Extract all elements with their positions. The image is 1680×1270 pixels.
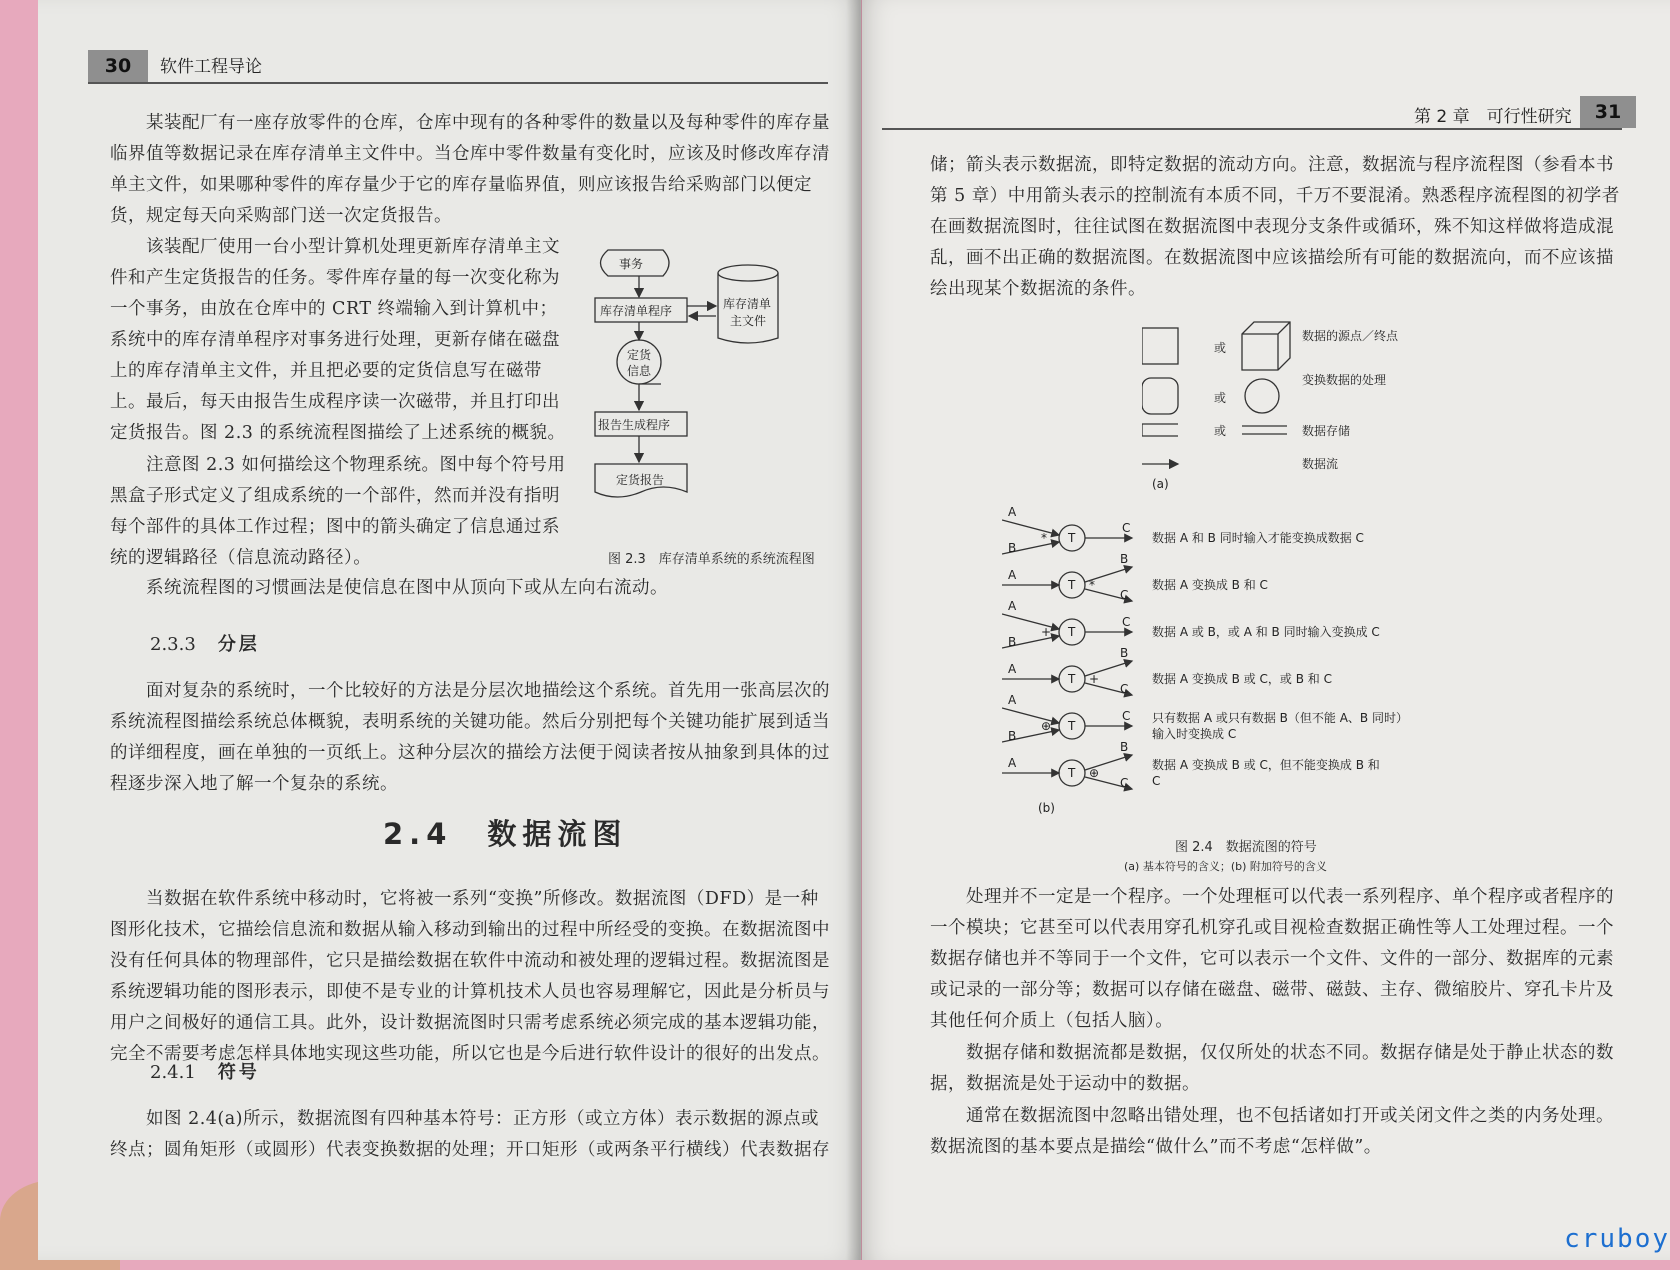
fig23-order-info-l2: 信息: [627, 364, 652, 378]
figure-2-3-flowchart: [583, 240, 843, 560]
header-rule-right: [882, 128, 1622, 130]
figure-2-4-caption: 图 2.4 数据流图的符号: [1175, 840, 1317, 855]
flow-label-b: B: [1120, 552, 1129, 566]
flow-label-c: C: [1120, 682, 1129, 696]
page-number-left: 30: [88, 50, 148, 82]
flow-label-b: B: [1008, 635, 1017, 649]
section-2-3-3-title: 分层: [217, 634, 260, 655]
split-symbol: +: [1089, 672, 1100, 686]
row-description: 数据 A 变换成 B 和 C: [1152, 578, 1268, 592]
process-node-label: T: [1068, 531, 1076, 545]
flow-label-c: C: [1122, 709, 1131, 723]
flow-label-c: C: [1122, 521, 1131, 535]
process-node-label: T: [1068, 625, 1076, 639]
section-2-4-1-title: 符号: [217, 1062, 260, 1083]
process-node-label: T: [1068, 719, 1076, 733]
section-2-4-1-number: 2.4.1: [150, 1062, 196, 1083]
fig23-order-report-label: 定货报告: [616, 473, 665, 487]
book-title: 软件工程导论: [160, 57, 262, 77]
section-2-3-3-number: 2.3.3: [150, 634, 196, 655]
paragraph-figure-note: 注意图 2.3 如何描绘这个物理系统。图中每个符号用黑盒子形式定义了组成系统的一个部件，然而并没有指明每个部件的具体工作过程；图中的箭头确定了信息通过系统的逻辑路径（信息流动路径）。: [110, 455, 566, 568]
page-number-right: 31: [1580, 96, 1636, 128]
fig24a-or-1: 或: [1214, 341, 1227, 355]
fig24a-label: (a): [1152, 477, 1169, 490]
process-node-label: T: [1068, 766, 1076, 780]
paragraph-inventory-intro: 某装配厂有一座存放零件的仓库，仓库中现有的各种零件的数量以及每种零件的库存量临界值等数据记录在库存清单主文件中。当仓库中零件数量有变化时，应该及时修改库存清单主文件，如果哪种零件的库存量少于它的库存量临界值，则应该报告给采购部门以便定货，规定每天向采购部门送一次定货报告。: [110, 113, 830, 226]
flow-label-b: B: [1120, 740, 1129, 754]
watermark-text: cruboy: [1564, 1224, 1670, 1254]
figure-2-4-subcaption: (a) 基本符号的含义；(b) 附加符号的含义: [1124, 860, 1327, 873]
flow-label-a: A: [1008, 756, 1017, 770]
fig24a-flow-label: 数据流: [1302, 457, 1339, 471]
row-description: 数据 A 变换成 B 或 C，或 B 和 C: [1152, 672, 1332, 686]
paragraph-error-handling: 通常在数据流图中忽略出错处理，也不包括诸如打开或关闭文件之类的内务处理。数据流图的基本要点是描绘“做什么”而不考虑“怎样做”。: [930, 1106, 1614, 1157]
flow-label-a: A: [1008, 568, 1017, 582]
combine-symbol: *: [1041, 531, 1047, 545]
fig23-master-file-l1: 库存清单: [723, 297, 772, 311]
process-node-label: T: [1068, 578, 1076, 592]
fig24a-process-label: 变换数据的处理: [1302, 373, 1387, 387]
fig24a-source-sink-label: 数据的源点／终点: [1302, 329, 1399, 343]
cube-symbol: [1242, 322, 1290, 370]
fig24a-store-label: 数据存储: [1302, 424, 1351, 438]
section-2-4-1-heading: [150, 1058, 260, 1084]
split-symbol: ⊕: [1089, 766, 1100, 780]
fig24a-or-2: 或: [1214, 391, 1227, 405]
rounded-rect-symbol: [1142, 378, 1178, 414]
paragraph-dfd-arrows: 储；箭头表示数据流，即特定数据的流动方向。注意，数据流与程序流程图（参看本书第 5 章）中用箭头表示的控制流有本质不同，千万不要混淆。熟悉程序流程图的初学者在画数据流图时，往往试图在数据流图中表现分支条件或循环，殊不知这样做将造成混乱，画不出正确的数据流图。在数据流图中应该描绘所有可能的数据流向，而不应该描绘出现某个数据流的条件。: [930, 155, 1620, 299]
fig23-program-label: 库存清单程序: [600, 304, 673, 318]
fig24b-label: (b): [1038, 801, 1055, 815]
paragraph-flow-direction: 系统流程图的习惯画法是使信息在图中从顶向下或从左向右流动。: [146, 578, 668, 598]
right-page: [862, 0, 1670, 1260]
paragraph-dfd-intro: 当数据在软件系统中移动时，它将被一系列“变换”所修改。数据流图（DFD）是一种图形化技术，它描绘信息流和数据从输入移动到输出的过程中所经受的变换。在数据流图中没有任何具体的物理部件，它只是描绘数据在软件中流动和被处理的逻辑过程。数据流图是系统逻辑功能的图形表示，即使不是专业的计算机技术人员也容易理解它，因此是分析员与用户之间极好的通信工具。此外，设计数据流图时只需考虑系统必须完成的基本逻辑功能，完全不需要考虑怎样具体地实现这些功能，所以它也是今后进行软件设计的很好的出发点。: [110, 889, 830, 1064]
open-rect-symbol: [1142, 424, 1178, 436]
flow-label-a: A: [1008, 599, 1017, 613]
flow-label-c: C: [1120, 776, 1129, 790]
flow-label-a: A: [1008, 662, 1017, 676]
fig23-transaction-label: 事务: [619, 257, 644, 271]
row-description: 只有数据 A 或只有数据 B（但不能 A、B 同时）: [1152, 711, 1408, 725]
paragraph-data-state: 数据存储和数据流都是数据，仅仅所处的状态不同。数据存储是处于静止状态的数据，数据流是处于运动中的数据。: [930, 1043, 1614, 1094]
header-rule-left: [88, 82, 828, 84]
split-symbol: *: [1089, 578, 1095, 592]
flow-label-a: A: [1008, 505, 1017, 519]
paragraph-symbols: 如图 2.4(a)所示，数据流图有四种基本符号：正方形（或立方体）表示数据的源点或终点；圆角矩形（或圆形）代表变换数据的处理；开口矩形（或两条平行横线）代表数据存: [110, 1109, 830, 1160]
left-page: [38, 0, 861, 1260]
flow-label-b: B: [1008, 729, 1017, 743]
combine-symbol: ⊕: [1041, 719, 1052, 733]
process-node-label: T: [1068, 672, 1076, 686]
figure-2-4a-basic-symbols: [1142, 310, 1502, 490]
paragraph-system-desc: 该装配厂使用一台小型计算机处理更新库存清单主文件和产生定货报告的任务。零件库存量的每一次变化称为一个事务，由放在仓库中的 CRT 终端输入到计算机中；系统中的库存清单程序对事务进行处理，更新存储在磁盘上的库存清单主文件，并且把必要的定货信息写在磁带上。最后，每天由报告生成程序读一次磁带，并且打印出定货报告。图 2.3 的系统流程图描绘了上述系统的概貌。: [110, 237, 566, 443]
section-2-4-heading: 2.4 数据流图: [383, 817, 628, 851]
fig23-master-file-l2: 主文件: [730, 314, 767, 328]
row-description: 数据 A 或 B，或 A 和 B 同时输入变换成 C: [1152, 625, 1380, 639]
input-flow-a: [1002, 520, 1059, 535]
flow-label-c: C: [1122, 615, 1131, 629]
figure-2-4b-additional-symbols: [1002, 498, 1522, 828]
fig23-report-program-label: 报告生成程序: [598, 418, 671, 432]
row-description: 输入时变换成 C: [1152, 727, 1237, 741]
row-description: 数据 A 和 B 同时输入才能变换成数据 C: [1152, 531, 1364, 545]
paragraph-layering: 面对复杂的系统时，一个比较好的方法是分层次地描绘这个系统。首先用一张高层次的系统流程图描绘系统总体概貌，表明系统的关键功能。然后分别把每个关键功能扩展到适当的详细程度，画在单独的一页纸上。这种分层次的描绘方法便于阅读者按从抽象到具体的过程逐步深入地了解一个复杂的系统。: [110, 681, 830, 794]
row-description: C: [1152, 774, 1161, 788]
paragraph-process-note: 处理并不一定是一个程序。一个处理框可以代表一系列程序、单个程序或者程序的一个模块；它甚至可以代表用穿孔机穿孔或目视检查数据正确性等人工处理过程。一个数据存储也并不等同于一个文件，它可以表示一个文件、文件的一部分、数据库的元素或记录的一部分等；数据可以存储在磁盘、磁带、磁鼓、主存、微缩胶片、穿孔卡片及其他任何介质上（包括人脑）。: [930, 887, 1614, 1031]
fig23-order-info-l1: 定货: [627, 348, 652, 362]
square-symbol: [1142, 328, 1178, 364]
combine-symbol: +: [1041, 625, 1052, 639]
fig24a-or-3: 或: [1214, 424, 1227, 438]
flow-label-b: B: [1120, 646, 1129, 660]
circle-symbol: [1245, 379, 1279, 413]
flow-label-b: B: [1008, 541, 1017, 555]
chapter-header: 第 2 章 可行性研究: [1414, 107, 1572, 127]
figure-2-3-caption: 图 2.3 库存清单系统的系统流程图: [608, 552, 815, 567]
flow-label-c: C: [1120, 588, 1129, 602]
section-2-3-3-heading: [150, 630, 260, 656]
row-description: 数据 A 变换成 B 或 C，但不能变换成 B 和: [1152, 758, 1380, 772]
flow-label-a: A: [1008, 693, 1017, 707]
